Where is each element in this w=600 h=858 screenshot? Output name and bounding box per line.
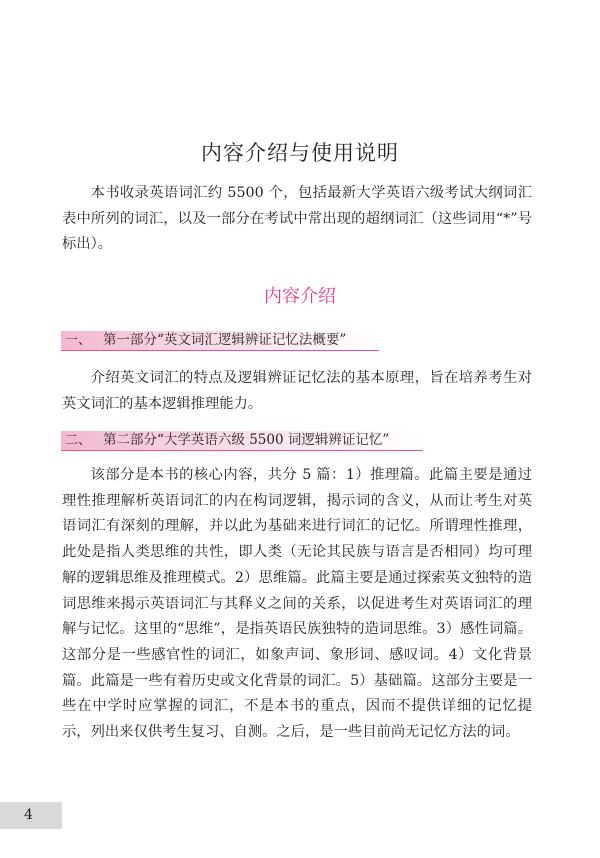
- intro-paragraph: 本书收录英语词汇约 5500 个，包括最新大学英语六级考试大纲词汇表中所列的词汇，以及一部分在考试中常出现的超纲词汇（这些词用“*”号标出）。: [62, 185, 532, 253]
- part-1-description: 介绍英文词汇的特点及逻辑辨证记忆法的基本原理，旨在培养考生对英文词汇的基本逻辑推理能力。: [62, 370, 532, 412]
- section-heading: 内容介绍: [264, 286, 336, 307]
- part-1-number: 一、: [65, 333, 92, 348]
- page-number-bar: [0, 802, 62, 829]
- page-number: 4: [24, 807, 33, 823]
- part-2-description: 该部分是本书的核心内容，共分 5 篇：1）推理篇。此篇主要是通过理性推理解析英语词汇的内在构词逻辑，揭示词的含义，从而让考生对英语词汇有深刻的理解，并以此为基础来进行词汇的记忆。所谓理性推理，此处是指人类思维的共性，即人类（无论其民族与语言是否相同）均可理解的逻辑思维及推理模式。2）思维篇。此篇主要是通过探索英文独特的造词思维来揭示英语词汇与其释义之间的关系，以促进考生对英语词汇的理解与记忆。这里的“思维”，是指英语民族独特的造词思维。3）感性词篇。这部分是一些感官性的词汇，如象声词、象形词、感叹词。4）文化背景篇。此篇是一些有着历史或文化背景的词汇。5）基础篇。这部分主要是一些在中学时应掌握的词汇，不是本书的重点，因而不提供详细的记忆提示，列出来仅供考生复习、自测。之后，是一些目前尚无记忆方法的词。: [62, 467, 532, 741]
- part-1-title: 第一部分“英文词汇逻辑辨证记忆法概要”: [103, 332, 347, 348]
- part-2-heading-bar: [61, 431, 423, 451]
- part-1-heading-bar: [61, 331, 379, 351]
- part-2-title: 第二部分“大学英语六级 5500 词逻辑辨证记忆”: [103, 432, 390, 448]
- part-2-number: 二、: [65, 433, 92, 448]
- page-title: 内容介绍与使用说明: [201, 141, 399, 165]
